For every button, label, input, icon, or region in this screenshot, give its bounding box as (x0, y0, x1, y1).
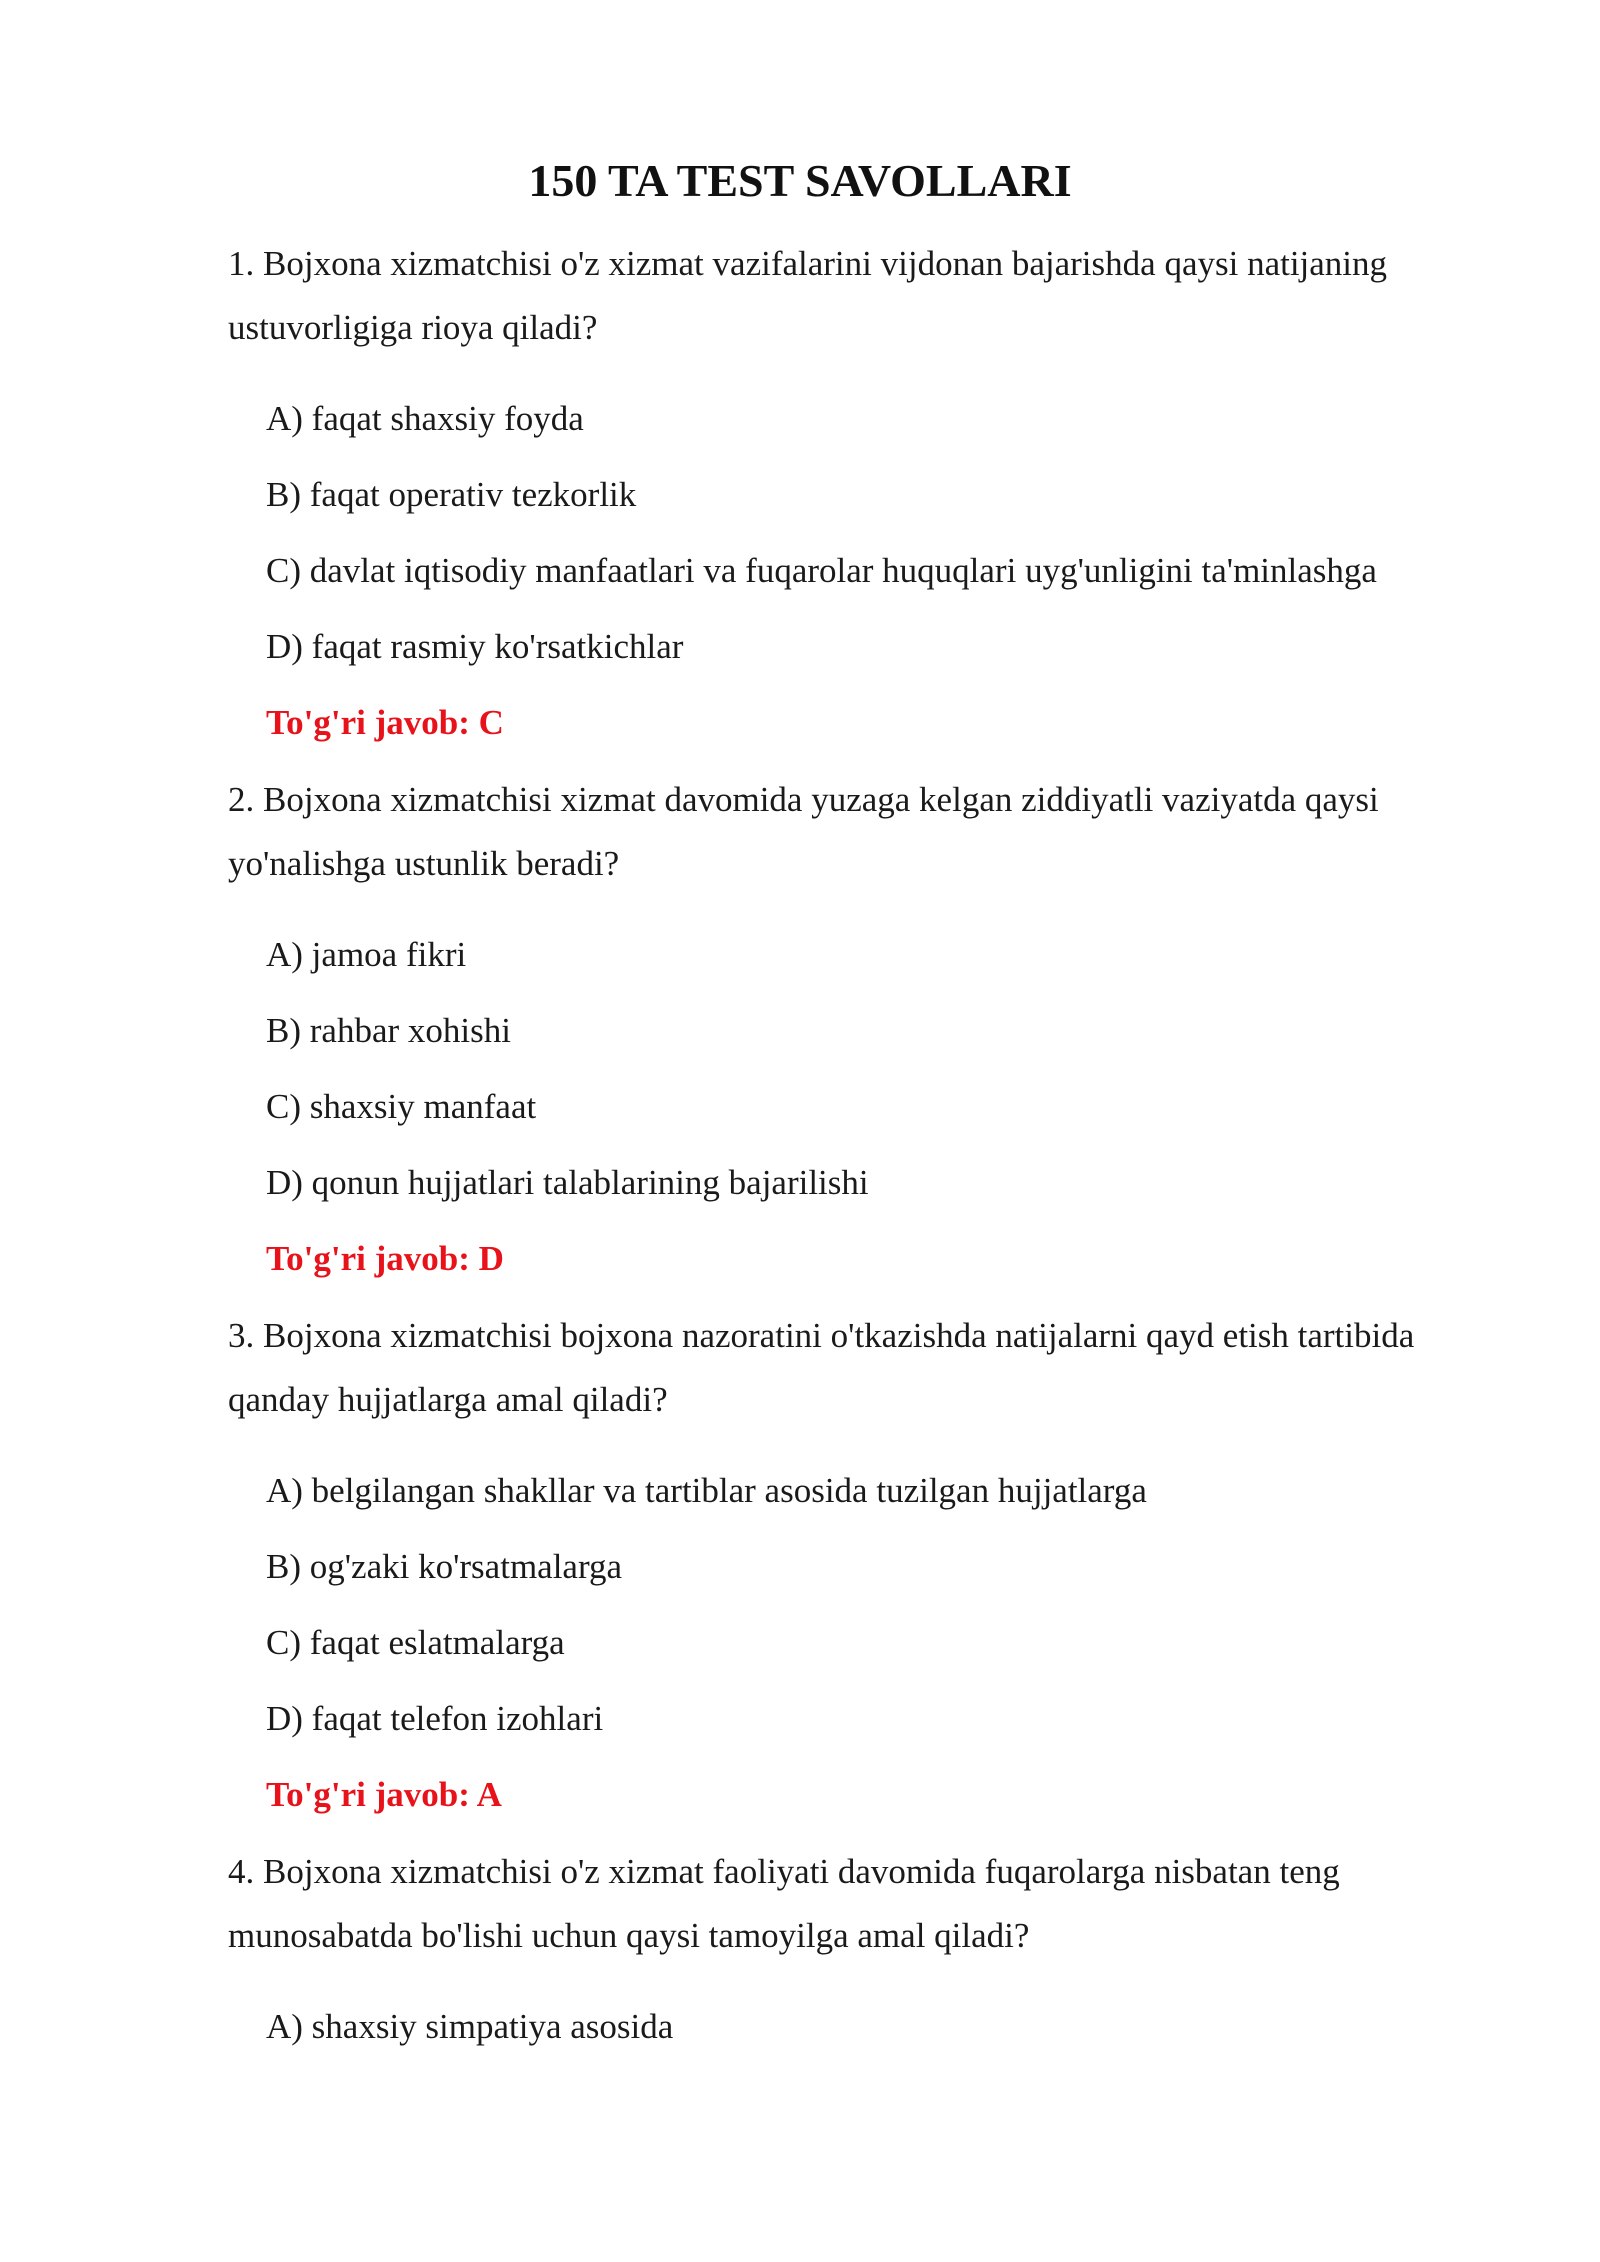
question-3-option-b: B) og'zaki ko'rsatmalarga (266, 1547, 623, 1586)
question-3-text: 3. Bojxona xizmatchisi bojxona nazoratini o'tkazishda natijalarni qayd etish tartibida qanday hujjatlarga amal qiladi? (228, 1316, 1415, 1419)
question-3-option-c: C) faqat eslatmalarga (266, 1623, 565, 1662)
page-title: 150 TA TEST SAVOLLARI (528, 155, 1072, 206)
question-4-text: 4. Bojxona xizmatchisi o'z xizmat faoliyati davomida fuqarolarga nisbatan teng munosabatda bo'lishi uchun qaysi tamoyilga amal qiladi? (228, 1852, 1340, 1955)
question-2-text: 2. Bojxona xizmatchisi xizmat davomida yuzaga kelgan ziddiyatli vaziyatda qaysi yo'nalishga ustunlik beradi? (228, 780, 1379, 883)
question-1-option-a: A) faqat shaxsiy foyda (266, 399, 584, 438)
question-1-option-d: D) faqat rasmiy ko'rsatkichlar (266, 627, 684, 666)
question-3-option-d: D) faqat telefon izohlari (266, 1699, 604, 1738)
question-1-answer: To'g'ri javob: C (266, 703, 504, 742)
question-1-option-c: C) davlat iqtisodiy manfaatlari va fuqarolar huquqlari uyg'unligini ta'minlashga (266, 551, 1377, 590)
question-1-text: 1. Bojxona xizmatchisi o'z xizmat vazifalarini vijdonan bajarishda qaysi natijaning ustuvorligiga rioya qiladi? (228, 244, 1388, 347)
question-2-option-c: C) shaxsiy manfaat (266, 1087, 537, 1126)
question-2-option-a: A) jamoa fikri (266, 935, 467, 974)
question-2-answer: To'g'ri javob: D (266, 1239, 504, 1278)
question-3-answer: To'g'ri javob: A (266, 1775, 502, 1814)
question-3-option-a: A) belgilangan shakllar va tartiblar asosida tuzilgan hujjatlarga (266, 1471, 1147, 1510)
question-2-option-b: B) rahbar xohishi (266, 1011, 511, 1050)
question-1-option-b: B) faqat operativ tezkorlik (266, 475, 637, 514)
question-2-option-d: D) qonun hujjatlari talablarining bajarilishi (266, 1163, 869, 1202)
question-4-option-a: A) shaxsiy simpatiya asosida (266, 2007, 674, 2046)
